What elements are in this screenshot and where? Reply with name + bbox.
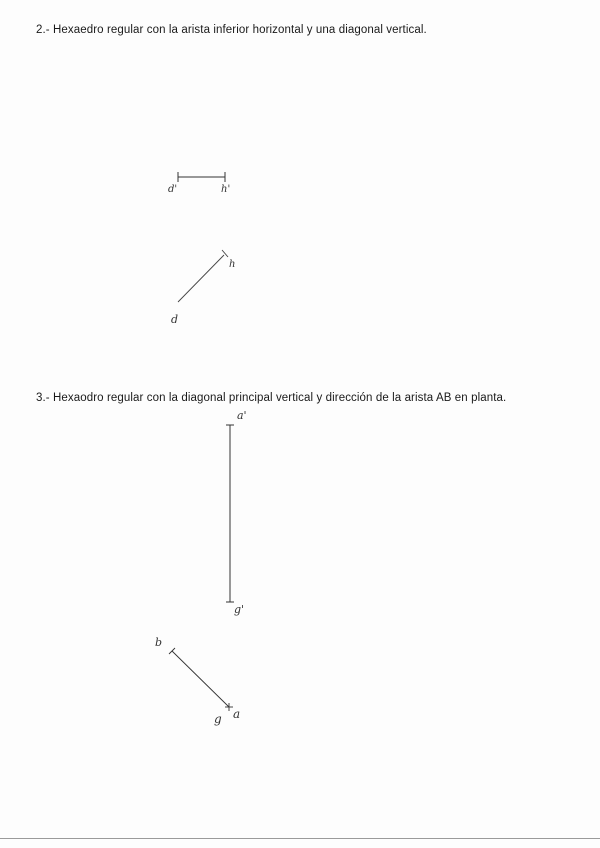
- page-bottom-rule: [0, 838, 600, 839]
- edge-d-h-plan: [178, 255, 224, 302]
- label-d: d: [171, 313, 179, 326]
- exercise-2-elevation: [168, 172, 230, 195]
- label-h-prime: h': [221, 184, 231, 195]
- label-d-prime: d': [168, 184, 178, 195]
- exercise-3-elevation: [226, 409, 247, 616]
- label-a-prime: a': [237, 409, 247, 422]
- edge-b-a-plan: [172, 651, 229, 707]
- exercise-2-plan: [171, 250, 235, 326]
- exercise-3-heading: 3.- Hexaodro regular con la diagonal principal vertical y dirección de la arista AB en planta.: [36, 392, 507, 404]
- label-a: a: [233, 707, 241, 721]
- label-g: g: [214, 712, 222, 726]
- exercise-3-plan: [155, 636, 240, 726]
- exercise-2-heading: 2.- Hexaedro regular con la arista inferior horizontal y una diagonal vertical.: [36, 24, 427, 36]
- label-b: b: [155, 636, 163, 649]
- label-g-prime: g': [234, 603, 245, 616]
- label-h: h: [229, 259, 236, 270]
